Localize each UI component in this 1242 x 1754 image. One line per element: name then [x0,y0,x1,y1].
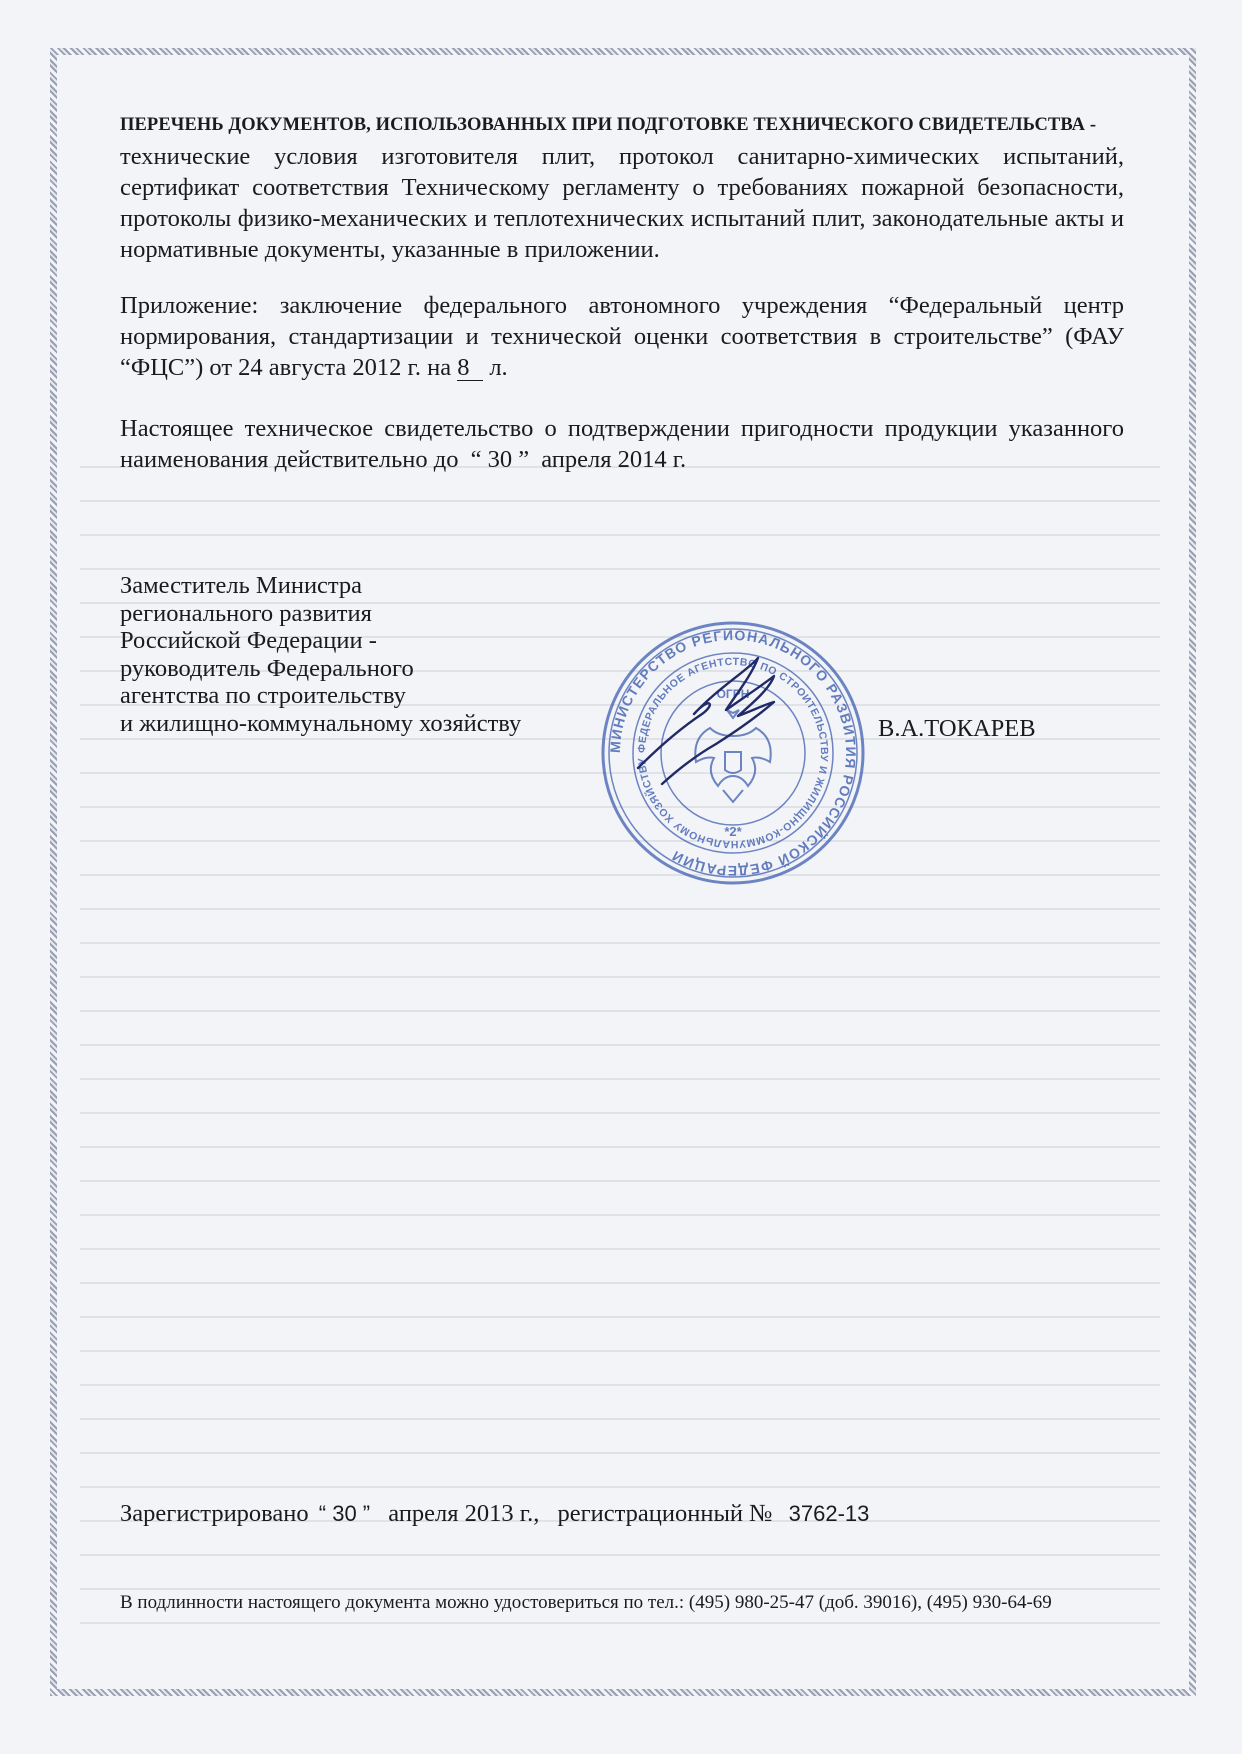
seal-star-mark: *2* [724,824,742,839]
registration-number: 3762-13 [788,1501,870,1526]
seal-outer-text: МИНИСТЕРСТВО РЕГИОНАЛЬНОГО РАЗВИТИЯ РОССИЙСКОЙ ФЕДЕРАЦИИ [606,626,860,880]
signature-icon [638,658,774,784]
validity-text: Настоящее техническое свидетельство о подтверждении пригодности продукции указанного наименования действительно до [120,415,1124,473]
documents-heading: ПЕРЕЧЕНЬ ДОКУМЕНТОВ, ИСПОЛЬЗОВАННЫХ ПРИ ПОДГОТОВКЕ ТЕХНИЧЕСКОГО СВИДЕТЕЛЬСТВА - [120,115,1097,135]
validity-day: “ 30 ” [470,446,530,473]
signatory-title-line: регионального развития [120,599,372,627]
registration-number-label: регистрационный № [557,1500,773,1527]
signatory-title-line: и жилищно-коммунальному хозяйству [120,709,522,737]
appendix-suffix: л. [489,354,508,381]
verification-footer: В подлинности настоящего документа можно удостовериться по тел.: (495) 980-25-47 (доб. 39016), (495) 930-64-69 [120,1592,1052,1613]
registration-day: “ 30 ” [318,1501,371,1526]
signatory-title-line: руководитель Федерального [120,654,414,682]
signatory-title-line: Российской Федерации - [120,627,377,654]
signatory-title-line: Заместитель Министра [120,572,363,599]
documents-list-text: технические условия изготовителя плит, протокол санитарно-химических испытаний, сертификат соответствия Техническому регламенту о требованиях пожарной безопасности, протоколы физико-механических и теплотехнических испытаний плит, законодательные акты и нормативные документы, указанные в приложении. [120,143,1124,263]
signatory-title-line: агентства по строительству [120,682,406,709]
seal-ogrn-label: ОГРН [716,687,750,701]
appendix-text: Приложение: заключение федерального автономного учреждения “Федеральный центр нормирования, стандартизации и технической оценки соответствия в строительстве” (ФАУ “ФЦС”) от 24 августа 2012 г. на [120,292,1124,381]
appendix-paragraph [120,290,1124,383]
registration-date: апреля 2013 г., [388,1500,540,1527]
signatory-title [120,572,521,737]
signatory-name: В.А.ТОКАРЕВ [878,715,1036,742]
validity-paragraph [120,413,1124,475]
official-seal [598,618,868,888]
validity-date: апреля 2014 г. [541,446,687,473]
appendix-page-count: 8 [457,356,483,381]
registration-label: Зарегистрировано [120,1500,309,1527]
documents-list-paragraph [120,110,1124,265]
seal-inner-text: ФЕДЕРАЛЬНОЕ АГЕНТСТВО ПО СТРОИТЕЛЬСТВУ И ЖИЛИЩНО-КОММУНАЛЬНОМУ ХОЗЯЙСТВУ [635,655,831,851]
eagle-emblem-icon [695,710,770,802]
registration-line [120,1500,869,1528]
